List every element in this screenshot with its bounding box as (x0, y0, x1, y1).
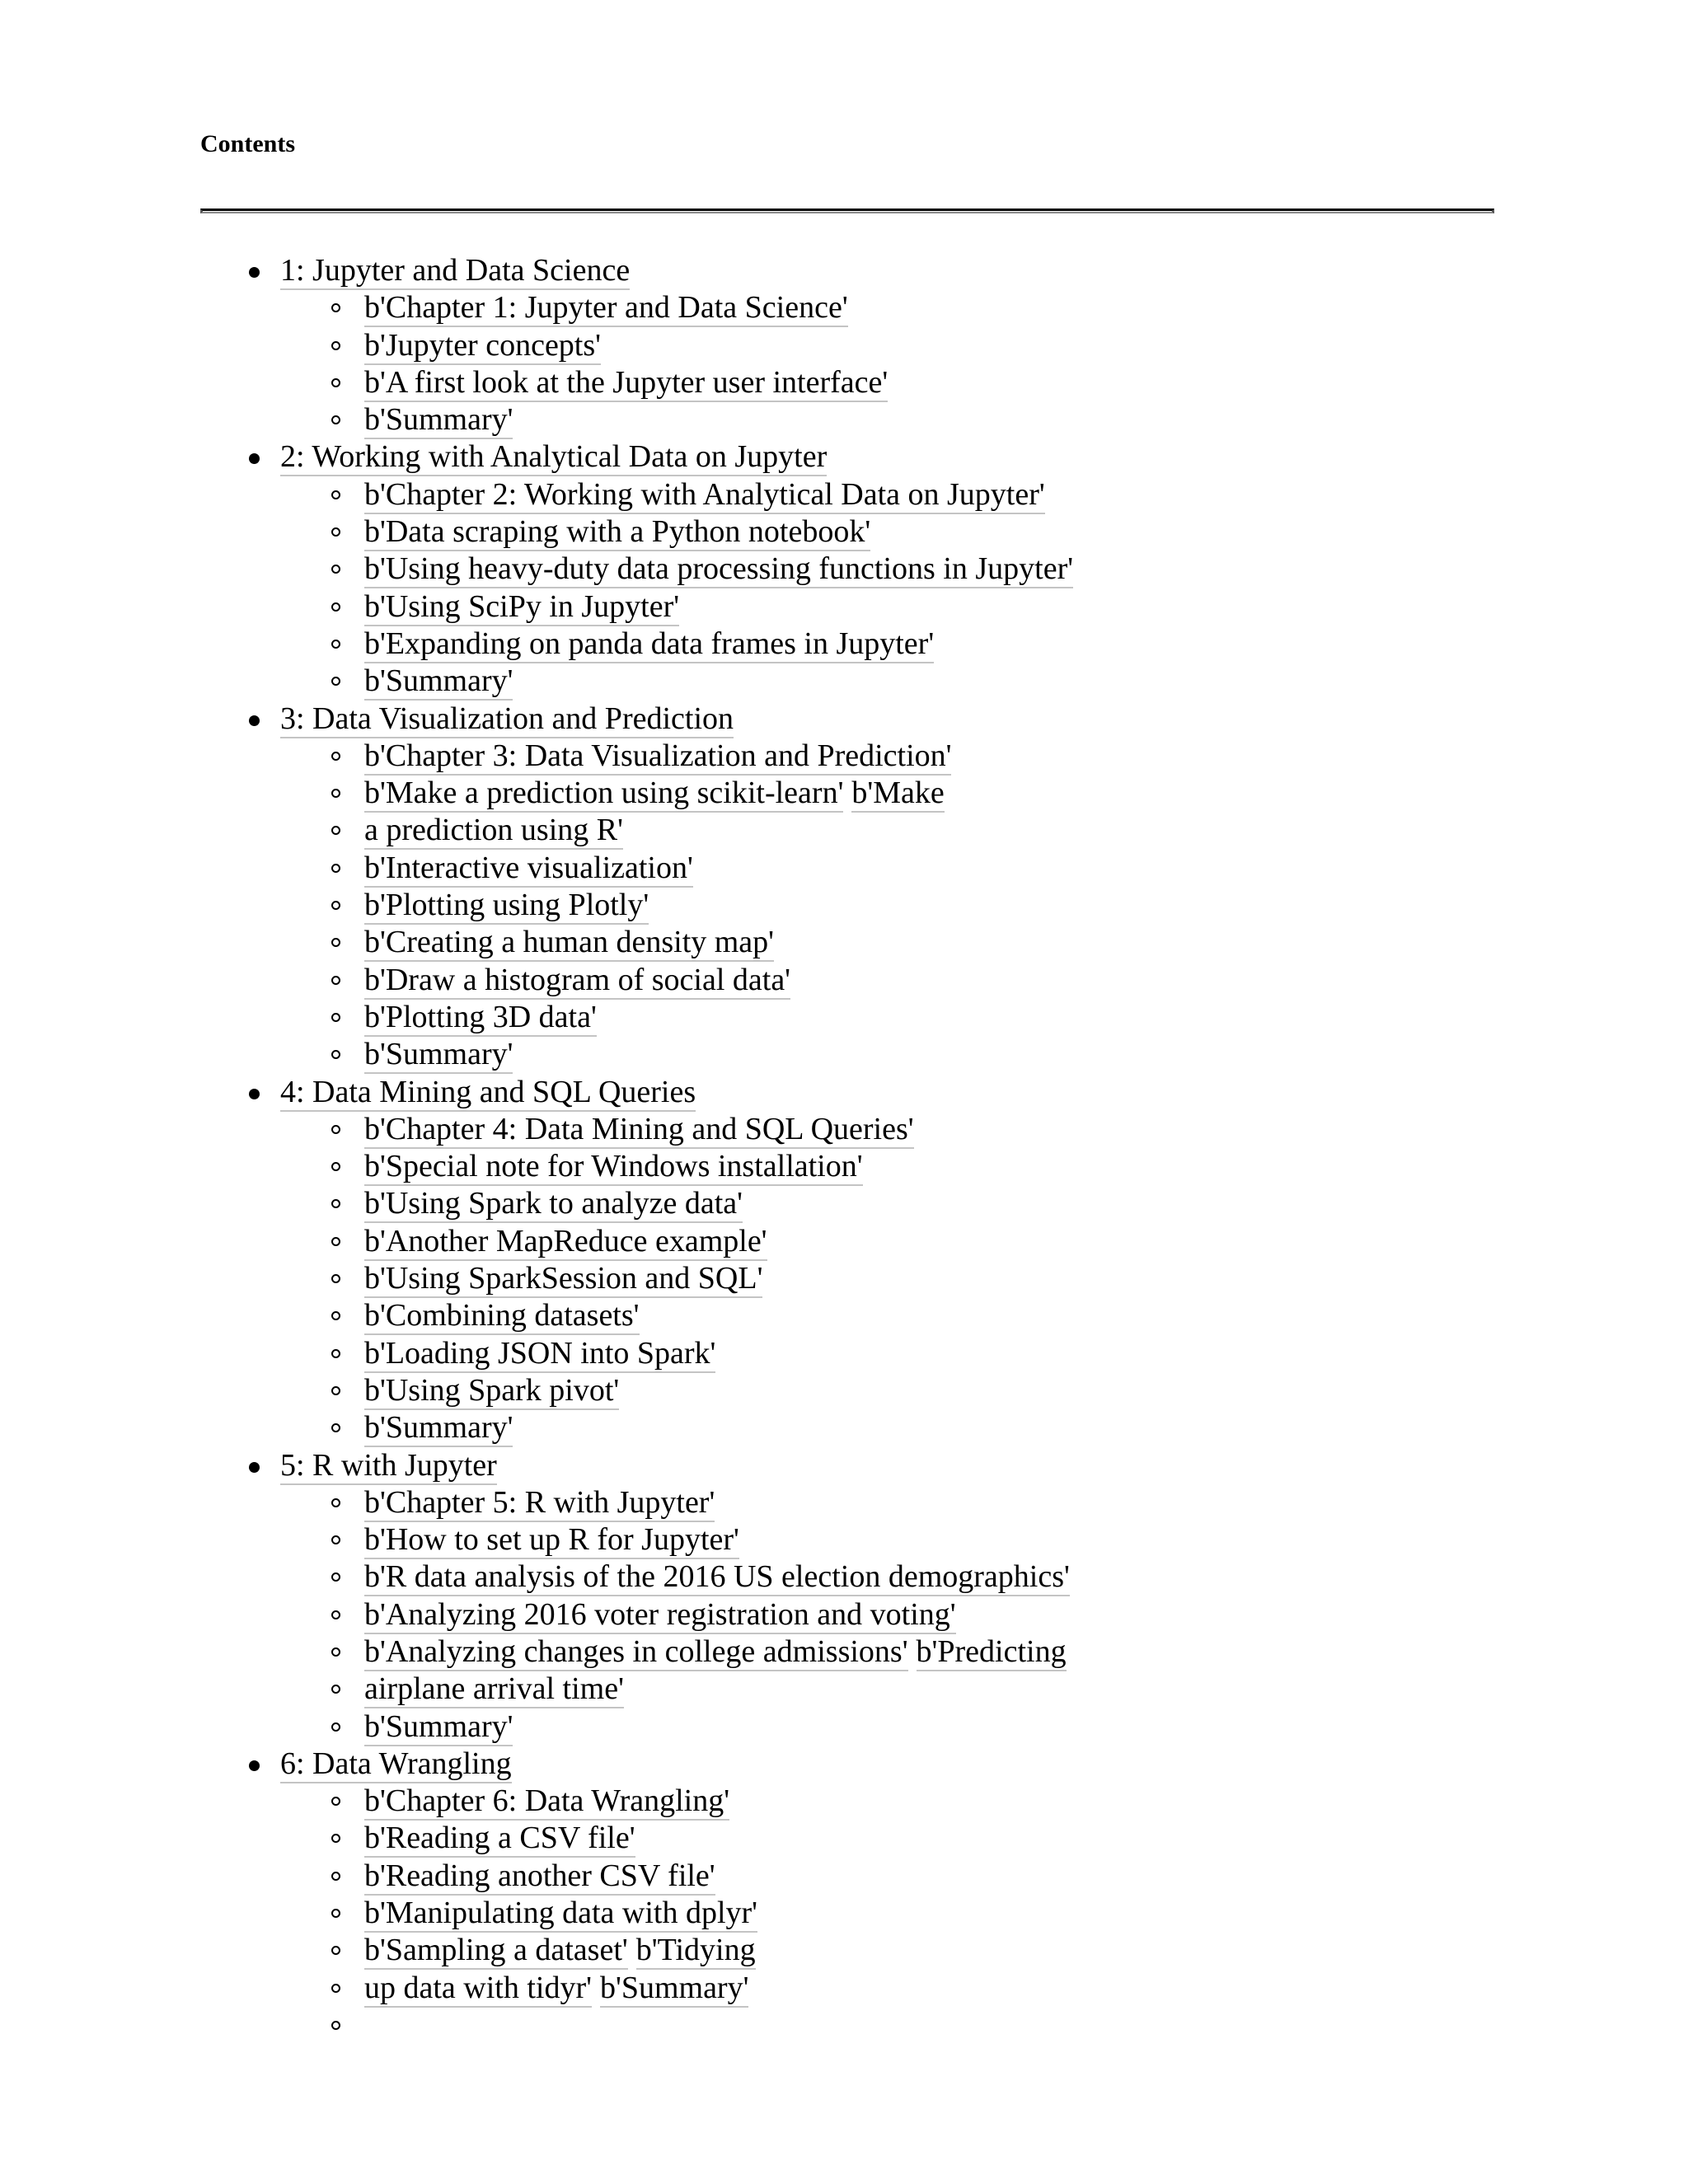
toc-section-list (280, 476, 1073, 701)
disc-bullet-icon (249, 1089, 260, 1099)
toc-section-list (280, 1484, 1073, 1746)
toc-section-item (364, 1596, 1073, 1633)
toc-section-item (364, 663, 1073, 700)
toc-section-item (364, 1409, 1073, 1446)
circle-bullet-icon (331, 826, 340, 835)
toc-section-link[interactable]: b'Chapter 4: Data Mining and SQL Queries' (364, 1112, 914, 1149)
toc-section-item (364, 962, 1073, 999)
circle-bullet-icon (331, 303, 340, 312)
toc-chapter-link[interactable]: 4: Data Mining and SQL Queries (280, 1075, 696, 1112)
toc-section-item (364, 626, 1073, 663)
circle-bullet-icon (331, 1535, 340, 1544)
toc-section-link[interactable]: b'Data scraping with a Python notebook' (364, 514, 870, 551)
toc-section-link[interactable]: b'Summary' (600, 1971, 748, 2008)
toc-section-item (364, 812, 1073, 849)
toc-section-link[interactable]: b'Expanding on panda data frames in Jupyter' (364, 626, 934, 663)
toc-section-link[interactable]: b'Analyzing changes in college admissions' (364, 1634, 908, 1671)
toc-section-link[interactable]: b'Make a prediction using scikit-learn' (364, 776, 843, 813)
circle-bullet-icon (331, 1423, 340, 1432)
toc-section-link[interactable]: b'R data analysis of the 2016 US election demographics' (364, 1559, 1070, 1596)
toc-section-link[interactable]: b'Interactive visualization' (364, 851, 693, 888)
toc-section-item (364, 588, 1073, 626)
toc-section-item (364, 1858, 1073, 1895)
toc-section-item (364, 1335, 1073, 1372)
toc-section-link[interactable]: b'Using SciPy in Jupyter' (364, 589, 679, 626)
circle-bullet-icon (331, 415, 340, 424)
circle-bullet-icon (331, 565, 340, 574)
toc-section-item (364, 1633, 1073, 1671)
circle-bullet-icon (331, 1050, 340, 1059)
circle-bullet-icon (331, 1909, 340, 1918)
circle-bullet-icon (331, 938, 340, 947)
toc-section-item (364, 2007, 1073, 2044)
toc-chapter-link[interactable]: 5: R with Jupyter (280, 1448, 497, 1485)
circle-bullet-icon (331, 1946, 340, 1955)
circle-bullet-icon (331, 1199, 340, 1208)
toc-section-link[interactable]: b'Draw a histogram of social data' (364, 963, 790, 1000)
toc-chapter-row (280, 701, 1073, 738)
toc-section-item (364, 1223, 1073, 1260)
toc-section-link[interactable]: b'Using heavy-duty data processing functions in Jupyter' (364, 551, 1073, 588)
toc-section-link[interactable]: b'Chapter 6: Data Wrangling' (364, 1783, 729, 1821)
horizontal-rule (200, 209, 1494, 213)
toc-chapter-link[interactable]: 3: Data Visualization and Prediction (280, 701, 734, 738)
circle-bullet-icon (331, 1274, 340, 1283)
circle-bullet-icon (331, 677, 340, 686)
toc-section-item (364, 1297, 1073, 1334)
toc-chapter-row (280, 438, 1073, 476)
toc-chapter-link[interactable]: 6: Data Wrangling (280, 1746, 512, 1783)
disc-bullet-icon (249, 267, 260, 278)
toc-chapter (280, 701, 1073, 1074)
toc-section-item (364, 1558, 1073, 1596)
toc-section-link[interactable]: b'Manipulating data with dplyr' (364, 1896, 757, 1933)
disc-bullet-icon (249, 453, 260, 464)
toc-section-item (364, 1970, 1073, 2007)
toc-section-item (364, 364, 1073, 401)
toc-section-list (280, 289, 1073, 438)
circle-bullet-icon (331, 1349, 340, 1358)
circle-bullet-icon (331, 1237, 340, 1246)
toc-chapter (280, 438, 1073, 700)
toc-section-link[interactable]: b'Using Spark to analyze data' (364, 1186, 743, 1223)
toc-section-item (364, 999, 1073, 1036)
circle-bullet-icon (331, 1872, 340, 1881)
toc-section-item (364, 738, 1073, 775)
toc-section-link[interactable]: b'Summary' (364, 1709, 513, 1746)
toc-section-item (364, 1932, 1073, 1969)
toc-section-item (364, 1820, 1073, 1857)
circle-bullet-icon (331, 1610, 340, 1619)
circle-bullet-icon (331, 341, 340, 350)
toc-section-link[interactable]: b'Reading a CSV file' (364, 1821, 635, 1858)
toc-section-link[interactable]: b'Summary' (364, 663, 513, 701)
circle-bullet-icon (331, 789, 340, 798)
circle-bullet-icon (331, 976, 340, 985)
circle-bullet-icon (331, 752, 340, 761)
toc-chapter (280, 252, 1073, 438)
toc-section-link[interactable]: b'Tidying (636, 1933, 756, 1970)
disc-bullet-icon (249, 715, 260, 726)
circle-bullet-icon (331, 1013, 340, 1022)
toc-section-link[interactable]: b'Summary' (364, 1037, 513, 1074)
toc-section-link[interactable]: b'Jupyter concepts' (364, 328, 601, 365)
toc-chapter (280, 1074, 1073, 1447)
table-of-contents (280, 252, 1073, 2044)
toc-section-item (364, 1671, 1073, 1708)
circle-bullet-icon (331, 527, 340, 537)
toc-section-item (364, 476, 1073, 513)
toc-section-link[interactable]: b'Plotting using Plotly' (364, 888, 649, 925)
toc-section-item (364, 850, 1073, 887)
toc-section-item (364, 1185, 1073, 1222)
toc-section-link[interactable]: b'Special note for Windows installation' (364, 1149, 863, 1186)
toc-section-item (364, 775, 1073, 812)
toc-section-link[interactable]: b'Creating a human density map' (364, 925, 774, 962)
circle-bullet-icon (331, 1311, 340, 1320)
toc-section-link[interactable]: airplane arrival time' (364, 1671, 624, 1708)
toc-section-link[interactable]: a prediction using R' (364, 813, 623, 850)
toc-chapter-link[interactable]: 2: Working with Analytical Data on Jupyter (280, 439, 827, 476)
circle-bullet-icon (331, 602, 340, 612)
toc-section-link[interactable]: b'Make (851, 776, 944, 813)
toc-section-item (364, 1372, 1073, 1409)
toc-section-link[interactable]: b'Reading another CSV file' (364, 1858, 715, 1896)
toc-section-link[interactable]: b'Summary' (364, 402, 513, 439)
toc-section-link[interactable]: b'Using Spark pivot' (364, 1373, 619, 1410)
toc-chapter-row (280, 1746, 1073, 1783)
circle-bullet-icon (331, 490, 340, 499)
circle-bullet-icon (331, 901, 340, 910)
toc-chapter-row (280, 1074, 1073, 1111)
circle-bullet-icon (331, 1162, 340, 1171)
toc-section-item (364, 551, 1073, 588)
circle-bullet-icon (331, 378, 340, 387)
toc-section-item (364, 924, 1073, 961)
toc-chapter-row (280, 252, 1073, 289)
circle-bullet-icon (331, 1834, 340, 1843)
toc-section-item (364, 1148, 1073, 1185)
disc-bullet-icon (249, 1760, 260, 1771)
toc-section-link[interactable]: b'Combining datasets' (364, 1298, 640, 1335)
toc-section-item (364, 1783, 1073, 1820)
toc-section-list (280, 1111, 1073, 1447)
toc-section-item (364, 1036, 1073, 1073)
toc-chapter-row (280, 1447, 1073, 1484)
circle-bullet-icon (331, 1572, 340, 1582)
circle-bullet-icon (331, 1722, 340, 1732)
toc-section-link[interactable]: b'Using SparkSession and SQL' (364, 1261, 762, 1298)
toc-section-item (364, 1260, 1073, 1297)
circle-bullet-icon (331, 2021, 340, 2030)
circle-bullet-icon (331, 1498, 340, 1507)
toc-section-item (364, 513, 1073, 551)
toc-section-link[interactable]: up data with tidyr' (364, 1971, 592, 2008)
toc-chapter-link[interactable]: 1: Jupyter and Data Science (280, 253, 630, 290)
toc-section-item (364, 1484, 1073, 1521)
toc-section-link[interactable]: b'Sampling a dataset' (364, 1933, 628, 1970)
toc-section-item (364, 1895, 1073, 1932)
circle-bullet-icon (331, 1797, 340, 1806)
toc-section-link[interactable]: b'Chapter 5: R with Jupyter' (364, 1485, 715, 1522)
circle-bullet-icon (331, 1386, 340, 1395)
circle-bullet-icon (331, 1125, 340, 1134)
toc-section-link[interactable]: b'Chapter 2: Working with Analytical Data on Jupyter' (364, 477, 1045, 514)
disc-bullet-icon (249, 1462, 260, 1473)
toc-section-link[interactable]: b'Predicting (917, 1634, 1067, 1671)
toc-section-link[interactable]: b'Chapter 3: Data Visualization and Prediction' (364, 738, 951, 776)
circle-bullet-icon (331, 640, 340, 649)
circle-bullet-icon (331, 864, 340, 873)
toc-section-link[interactable]: b'How to set up R for Jupyter' (364, 1522, 739, 1559)
toc-section-link[interactable]: b'A first look at the Jupyter user interface' (364, 365, 888, 402)
toc-section-item (364, 1708, 1073, 1746)
toc-section-link[interactable]: b'Loading JSON into Spark' (364, 1336, 715, 1373)
toc-section-list (280, 1783, 1073, 2044)
toc-section-item (364, 1521, 1073, 1558)
toc-section-link[interactable]: b'Another MapReduce example' (364, 1224, 767, 1261)
toc-chapter (280, 1447, 1073, 1746)
toc-section-link[interactable]: b'Analyzing 2016 voter registration and voting' (364, 1597, 956, 1634)
toc-chapter (280, 1746, 1073, 2044)
toc-section-item (364, 327, 1073, 364)
page-title: Contents (200, 130, 296, 157)
circle-bullet-icon (331, 1647, 340, 1657)
toc-section-item (364, 887, 1073, 924)
toc-section-item (364, 401, 1073, 438)
toc-section-link[interactable]: b'Plotting 3D data' (364, 1000, 597, 1037)
toc-section-list (280, 738, 1073, 1074)
circle-bullet-icon (331, 1984, 340, 1993)
toc-section-item (364, 1111, 1073, 1148)
circle-bullet-icon (331, 1685, 340, 1694)
toc-section-item (364, 289, 1073, 326)
toc-section-link[interactable]: b'Chapter 1: Jupyter and Data Science' (364, 290, 848, 327)
toc-section-link[interactable]: b'Summary' (364, 1410, 513, 1447)
